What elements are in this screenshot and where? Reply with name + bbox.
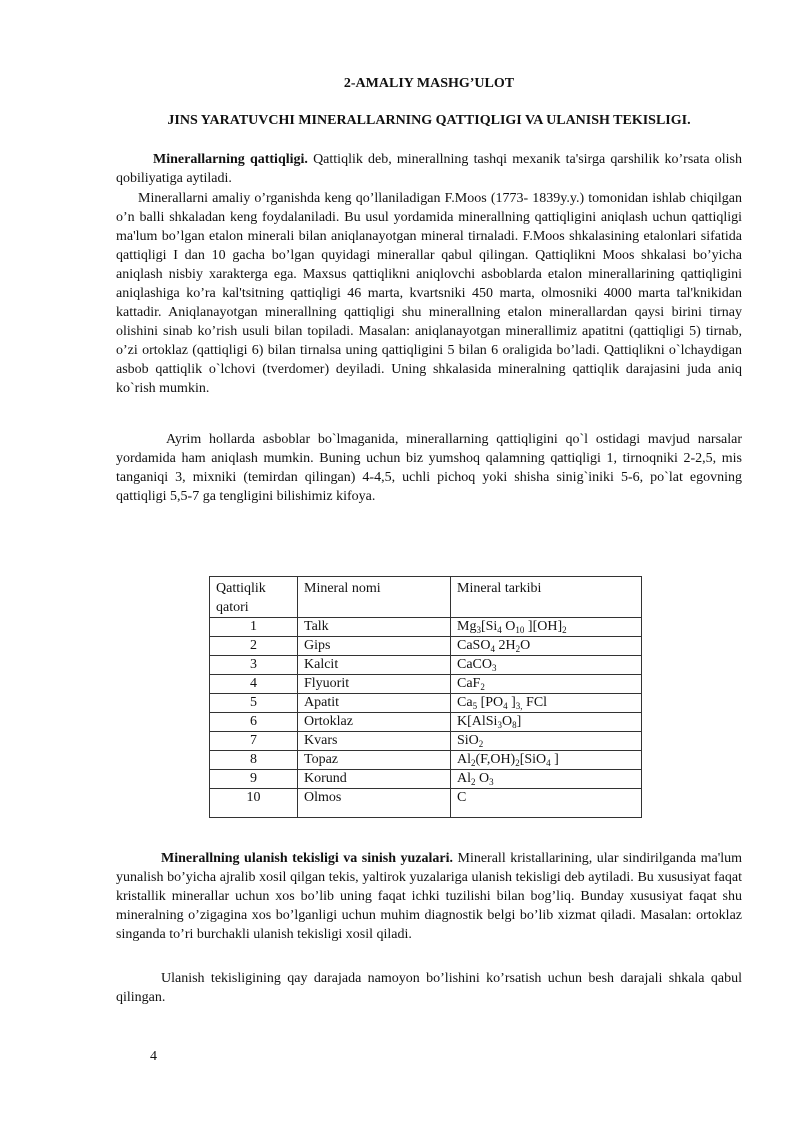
mohs-hardness-table	[209, 576, 642, 818]
table-header-cell: Mineral tarkibi	[451, 577, 642, 618]
paragraph-cleavage-scale: Ulanish tekisligining qay darajada namoyon bo’lishini ko’rsatish uchun besh darajali shkala qabul qilingan.	[116, 971, 742, 1005]
mineral-name-cell: Kvars	[298, 732, 451, 751]
table-row	[210, 732, 642, 751]
table-header-cell: Qattiqlik qatori	[210, 577, 298, 618]
table-row	[210, 694, 642, 713]
table-row	[210, 751, 642, 770]
mineral-name-cell: Apatit	[298, 694, 451, 713]
mineral-formula-cell: SiO$_2$	[451, 732, 642, 751]
paragraph-lead: Minerallning ulanish tekisligi va sinish yuzalari.	[161, 851, 454, 866]
paragraph-moos-scale: Minerallarni amaliy o’rganishda keng qo’llaniladigan F.Moos (1773- 1839y.y.) tomonidan ishlab chiqilgan o’n balli shkaladan keng foydalaniladi. Bu usul yordamida minerallning qattiqligini aniqlash uchun qattiqligi ma'lum bo’lgan etalon minerali bilan aniqlanayotgan mineral tirnaladi. F.Moos shkalasining etalonlari sifatida qattiqligi I dan 10 gacha bo’lgan quyidagi minerallar qabul qilingan. Qattiqlikni Moos shkalasi bo’yicha aniqlash nisbiy xarakterga ega. Maxsus qattiqlikni aniqlovchi asboblarda etalon minerallarining qattiqligini aniqlashiga ko’ra kal'tsitning qattiqligi 46 marta, kvartsniki 450 marta, olmosniki 4000 marta tal'knikidan kattadir. Aniqlanayotgan minerallning qattiqligi shu minerallning etalon minerallardan qaysi birini tirnay olishini sinab ko’rish usuli bilan topiladi. Masalan: aniqlanayotgan minerallimiz apatitni (qattiqligi 5) tirnab, o’zi ortoklaz (qattiqligi 6) bilan tirnalsa uning qattiqligini 5 bilan 6 oraligida bo’ladi. Qattiqlikni o`lchaydigan asbob qattiqlik o`lchovi (tverdomer) deyiladi. Uning shkalasida mineralning qattiqlik darajasini juda aniq ko`rish mumkin.	[116, 191, 742, 396]
hardness-cell: 4	[210, 675, 298, 694]
paragraph-hardness-definition	[116, 150, 742, 188]
hardness-cell: 6	[210, 713, 298, 732]
table-header-row	[210, 577, 642, 618]
hardness-cell: 9	[210, 770, 298, 789]
hardness-cell: 1	[210, 618, 298, 637]
table-row	[210, 770, 642, 789]
table-row	[210, 789, 642, 818]
table-row	[210, 637, 642, 656]
hardness-cell: 10	[210, 789, 298, 818]
mineral-name-cell: Flyuorit	[298, 675, 451, 694]
mineral-name-cell: Kalcit	[298, 656, 451, 675]
page-number: 4	[150, 1049, 157, 1064]
mineral-formula-cell: $Mg_3[Si_4$ $O_{10}$ ]$[OH]_2$	[451, 618, 642, 637]
table-row	[210, 618, 642, 637]
mineral-formula-cell: C	[451, 789, 642, 818]
table-row	[210, 656, 642, 675]
hardness-cell: 3	[210, 656, 298, 675]
mineral-name-cell: Gips	[298, 637, 451, 656]
mineral-name-cell: Ortoklaz	[298, 713, 451, 732]
mineral-name-cell: Olmos	[298, 789, 451, 818]
paragraph-text: Qattiqlik deb, minerallning tashqi mexanik ta'sirga qarshilik ko’rsata olish qobiliyatiga aytiladi.	[116, 152, 742, 186]
table-row	[210, 713, 642, 732]
hardness-cell: 8	[210, 751, 298, 770]
paragraph-text: Minerall kristallarining, ular sindirilganda ma'lum yunalish bo’yicha ajralib xosil qilgan tekis, yaltirok yuzalariga ulanish tekisligi deb aytiladi. Bu xususiyat faqat kristallik minerallar uchun xos bo’lib uning faqat ichki tuzilishi bilan bog’liq. Bunday xususiyat faqat shu mineralning o’zigagina xos bo’lganligi uchun muhim diagnostik belgi bo’lib xizmat qiladi. Masalan: ortoklaz singanda to’ri burchakli ulanish tekisligi xosil qiladi.	[116, 851, 742, 942]
mineral-name-cell: Talk	[298, 618, 451, 637]
hardness-cell: 5	[210, 694, 298, 713]
paragraph-cleavage	[116, 849, 742, 944]
mineral-formula-cell: $Ca_5$ [$PO_4$ ]$_{3,}$ FCl	[451, 694, 642, 713]
page-title: 2-AMALIY MASHG’ULOT	[343, 76, 515, 91]
hardness-cell: 7	[210, 732, 298, 751]
mineral-formula-cell: $Al_2(F,OH)_2[SiO_4$ ]	[451, 751, 642, 770]
mineral-formula-cell: CaF$_2$	[451, 675, 642, 694]
mineral-formula-cell: $K[AlSi_3O_8]$	[451, 713, 642, 732]
mineral-name-cell: Topaz	[298, 751, 451, 770]
mineral-formula-cell: $Al_2$ $O_3$	[451, 770, 642, 789]
mineral-name-cell: Korund	[298, 770, 451, 789]
table-header-cell: Mineral nomi	[298, 577, 451, 618]
mineral-formula-cell: CaCO$_3$	[451, 656, 642, 675]
paragraph-lead: Minerallarning qattiqligi.	[153, 152, 308, 167]
page-subtitle: JINS YARATUVCHI MINERALLARNING QATTIQLIGI VA ULANISH TEKISLIGI.	[167, 113, 691, 128]
mineral-formula-cell: CaSO$_4$ $2H_2O$	[451, 637, 642, 656]
hardness-cell: 2	[210, 637, 298, 656]
table-row	[210, 675, 642, 694]
paragraph-household-tools: Ayrim hollarda asboblar bo`lmaganida, minerallarning qattiqligini qo`l ostidagi mavjud narsalar yordamida ham aniqlash mumkin. Buning uchun biz yumshoq qalamning qattiqligi 1, tirnoqniki 2-2,5, mis tanganiqi 3, mixniki (temirdan qilingan) 4-4,5, uchli pichoq yoki shisha sinig`iniki 5-6, po`lat egovning qattiqligi 5,5-7 ga tengligini bilishimiz kifoya.	[116, 432, 742, 504]
